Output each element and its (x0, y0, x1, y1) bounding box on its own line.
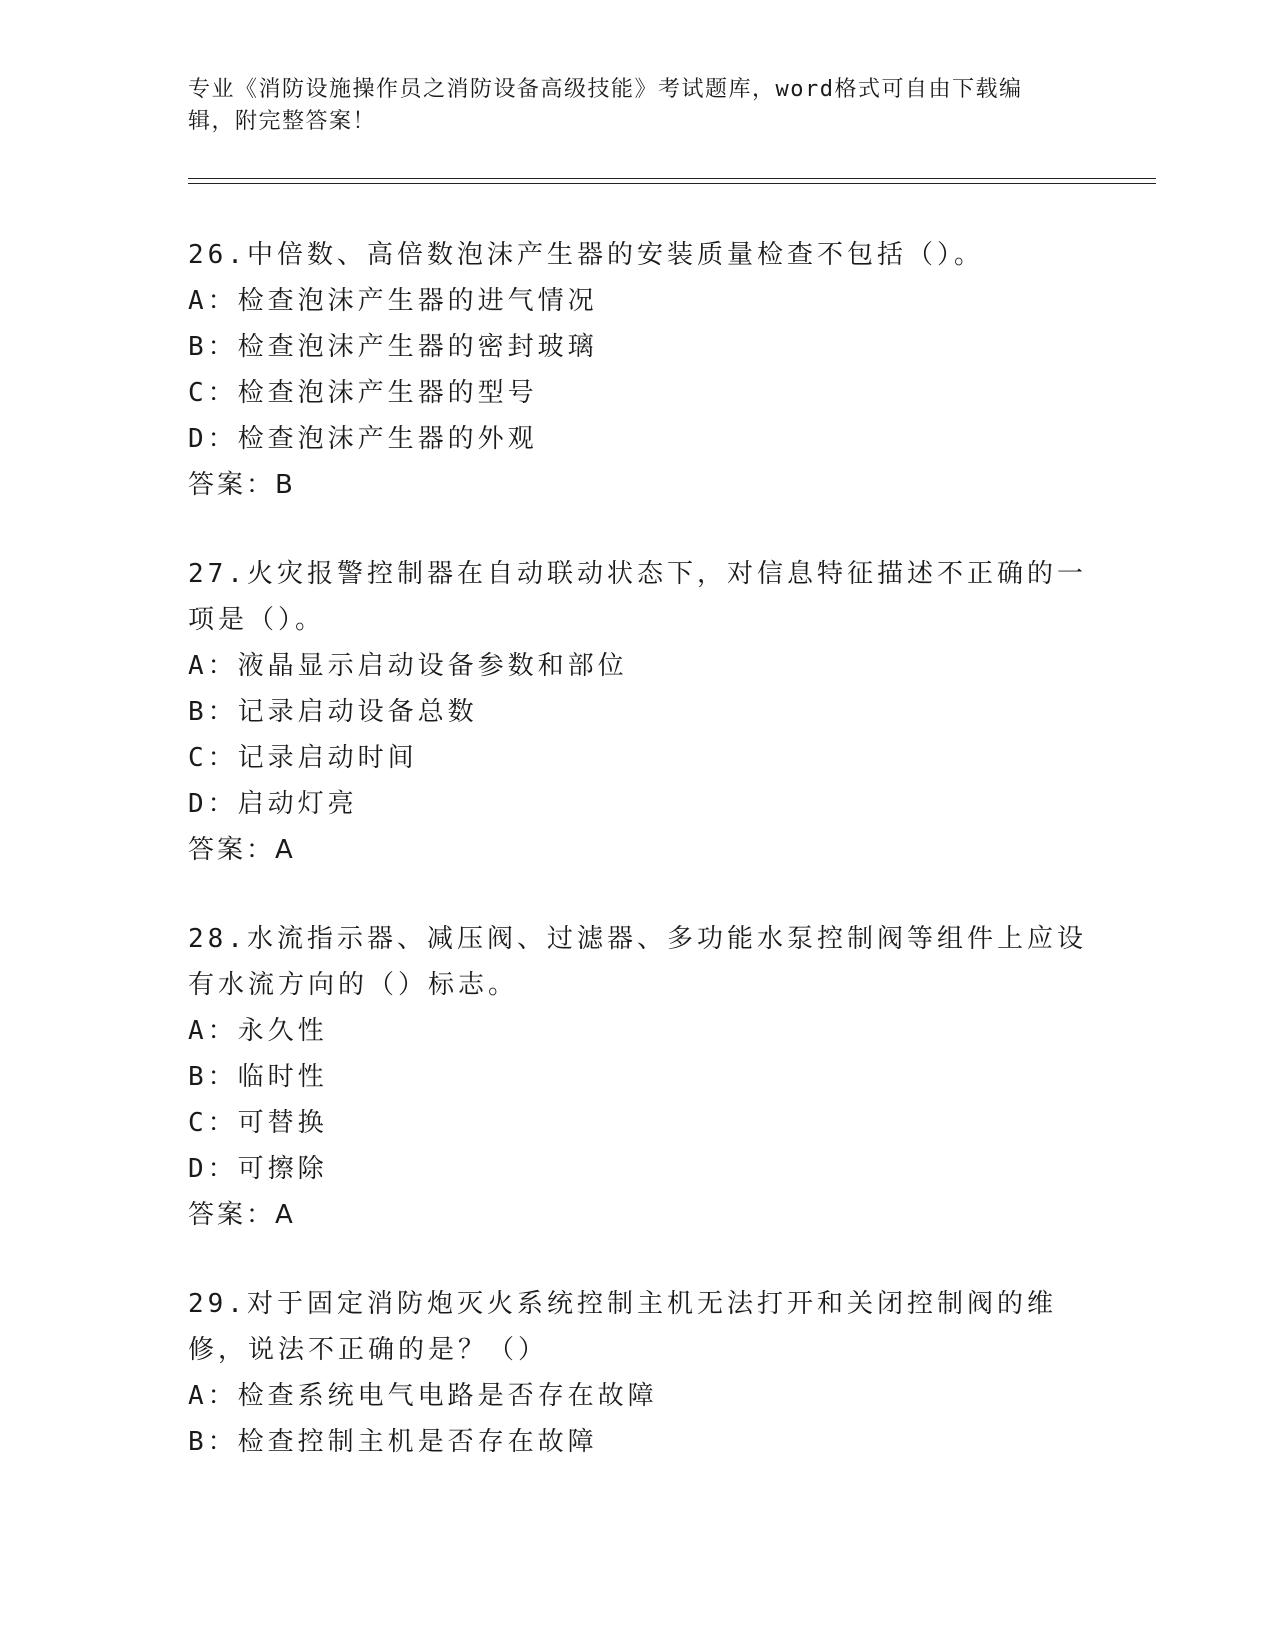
option-d: D：检查泡沫产生器的外观 (188, 424, 538, 454)
question-list (188, 232, 1088, 1508)
question-stem: 27.火灾报警控制器在自动联动状态下，对信息特征描述不正确的一项是（）。 (188, 559, 1087, 635)
header-note: 专业《消防设施操作员之消防设备高级技能》考试题库，word格式可自由下载编辑，附完整答案！ (188, 77, 1023, 134)
option-c: C：可替换 (188, 1108, 328, 1138)
option-b: B：检查控制主机是否存在故障 (188, 1427, 598, 1457)
option-c: C：记录启动时间 (188, 743, 418, 773)
question-28 (188, 916, 1088, 1238)
header-divider-bottom (188, 183, 1156, 184)
option-b: B：检查泡沫产生器的密封玻璃 (188, 332, 598, 362)
option-a: A：液晶显示启动设备参数和部位 (188, 651, 628, 681)
option-b: B：临时性 (188, 1062, 328, 1092)
question-26 (188, 232, 1088, 508)
option-c: C：检查泡沫产生器的型号 (188, 378, 538, 408)
question-stem: 26.中倍数、高倍数泡沫产生器的安装质量检查不包括（）。 (188, 240, 984, 270)
answer-line: 答案：A (188, 835, 296, 865)
option-b: B：记录启动设备总数 (188, 697, 478, 727)
option-a: A：检查泡沫产生器的进气情况 (188, 286, 598, 316)
option-a: A：检查系统电气电路是否存在故障 (188, 1381, 658, 1411)
answer-line: 答案：A (188, 1200, 296, 1230)
header-divider-top (188, 178, 1156, 179)
option-d: D：启动灯亮 (188, 789, 358, 819)
question-stem: 28.水流指示器、减压阀、过滤器、多功能水泵控制阀等组件上应设有水流方向的（）标志。 (188, 924, 1087, 1000)
question-29 (188, 1281, 1088, 1465)
option-d: D：可擦除 (188, 1154, 328, 1184)
option-a: A：永久性 (188, 1016, 328, 1046)
question-stem: 29.对于固定消防炮灭火系统控制主机无法打开和关闭控制阀的维修，说法不正确的是？（） (188, 1289, 1057, 1365)
answer-line: 答案：B (188, 470, 296, 500)
question-27 (188, 551, 1088, 873)
